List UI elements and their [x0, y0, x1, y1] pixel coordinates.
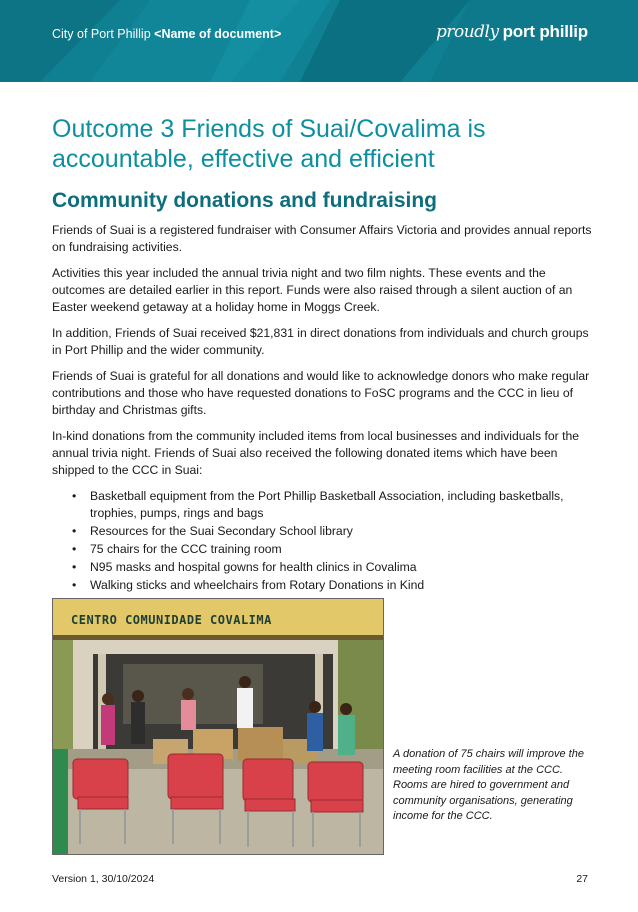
port-phillip-logo — [436, 22, 588, 42]
main-content — [52, 114, 592, 595]
red-chairs — [73, 754, 363, 812]
bullet-icon: • — [72, 578, 77, 592]
header-banner — [0, 0, 638, 82]
org-name: City of Port Phillip — [52, 27, 151, 41]
photo-illustration — [53, 599, 383, 854]
community-centre-photo — [52, 598, 384, 855]
list-item — [52, 541, 592, 558]
list-item-text: N95 masks and hospital gowns for health clinics in Covalima — [90, 560, 417, 574]
list-item — [52, 488, 592, 522]
list-item — [52, 523, 592, 540]
list-item-text: Resources for the Suai Secondary School library — [90, 524, 353, 538]
sign-text: CENTRO COMUNIDADE COVALIMA — [71, 613, 272, 627]
footer-version: Version 1, 30/10/2024 — [52, 873, 155, 885]
page-title: Outcome 3 Friends of Suai/Covalima is accountable, effective and efficient — [52, 115, 486, 173]
page-number: 27 — [576, 873, 588, 885]
bullet-icon: • — [72, 524, 77, 538]
bullet-icon: • — [72, 560, 77, 574]
list-item — [52, 577, 592, 594]
bullet-icon: • — [72, 489, 77, 503]
document-header-title — [52, 27, 281, 41]
paragraph: Friends of Suai is a registered fundraiser with Consumer Affairs Victoria and provides annual reports on fundraising activities. — [52, 223, 592, 254]
paragraph: Activities this year included the annual trivia night and two film nights. These events and the outcomes are detailed earlier in this report. Funds were also raised through a silent auction of an Easter weekend getaway at a holiday home in Moggs Creek. — [52, 266, 573, 314]
paragraph: Friends of Suai is grateful for all donations and would like to acknowledge donors who make regular contributions and those who have requested donations to FoSC programs and the CCC in lieu of birthday and Christmas gifts. — [52, 369, 590, 417]
paragraph: In-kind donations from the community included items from local businesses and individuals for the annual trivia night. Friends of Suai also received the following donated items which have been shipped to the CCC in Suai: — [52, 429, 580, 477]
list-item — [52, 559, 592, 576]
list-item-text: 75 chairs for the CCC training room — [90, 542, 282, 556]
bullet-icon: • — [72, 542, 77, 556]
list-item-text: Basketball equipment from the Port Phillip Basketball Association, including basketballs, trophies, pumps, rings and bags — [90, 489, 564, 520]
logo-script-text: proudly — [435, 22, 499, 42]
document-name-placeholder: <Name of document> — [154, 27, 282, 41]
section-title: Community donations and fundraising — [52, 189, 437, 212]
donated-items-list — [52, 488, 592, 594]
paragraph: In addition, Friends of Suai received $21,831 in direct donations from individuals and church groups in Port Phillip and the wider community. — [52, 326, 589, 357]
list-item-text: Walking sticks and wheelchairs from Rotary Donations in Kind — [90, 578, 425, 592]
photo-caption: A donation of 75 chairs will improve the meeting room facilities at the CCC. Rooms are hired to government and community organisations, generating income for the CCC. — [393, 748, 584, 822]
logo-main-text: port phillip — [502, 22, 588, 41]
